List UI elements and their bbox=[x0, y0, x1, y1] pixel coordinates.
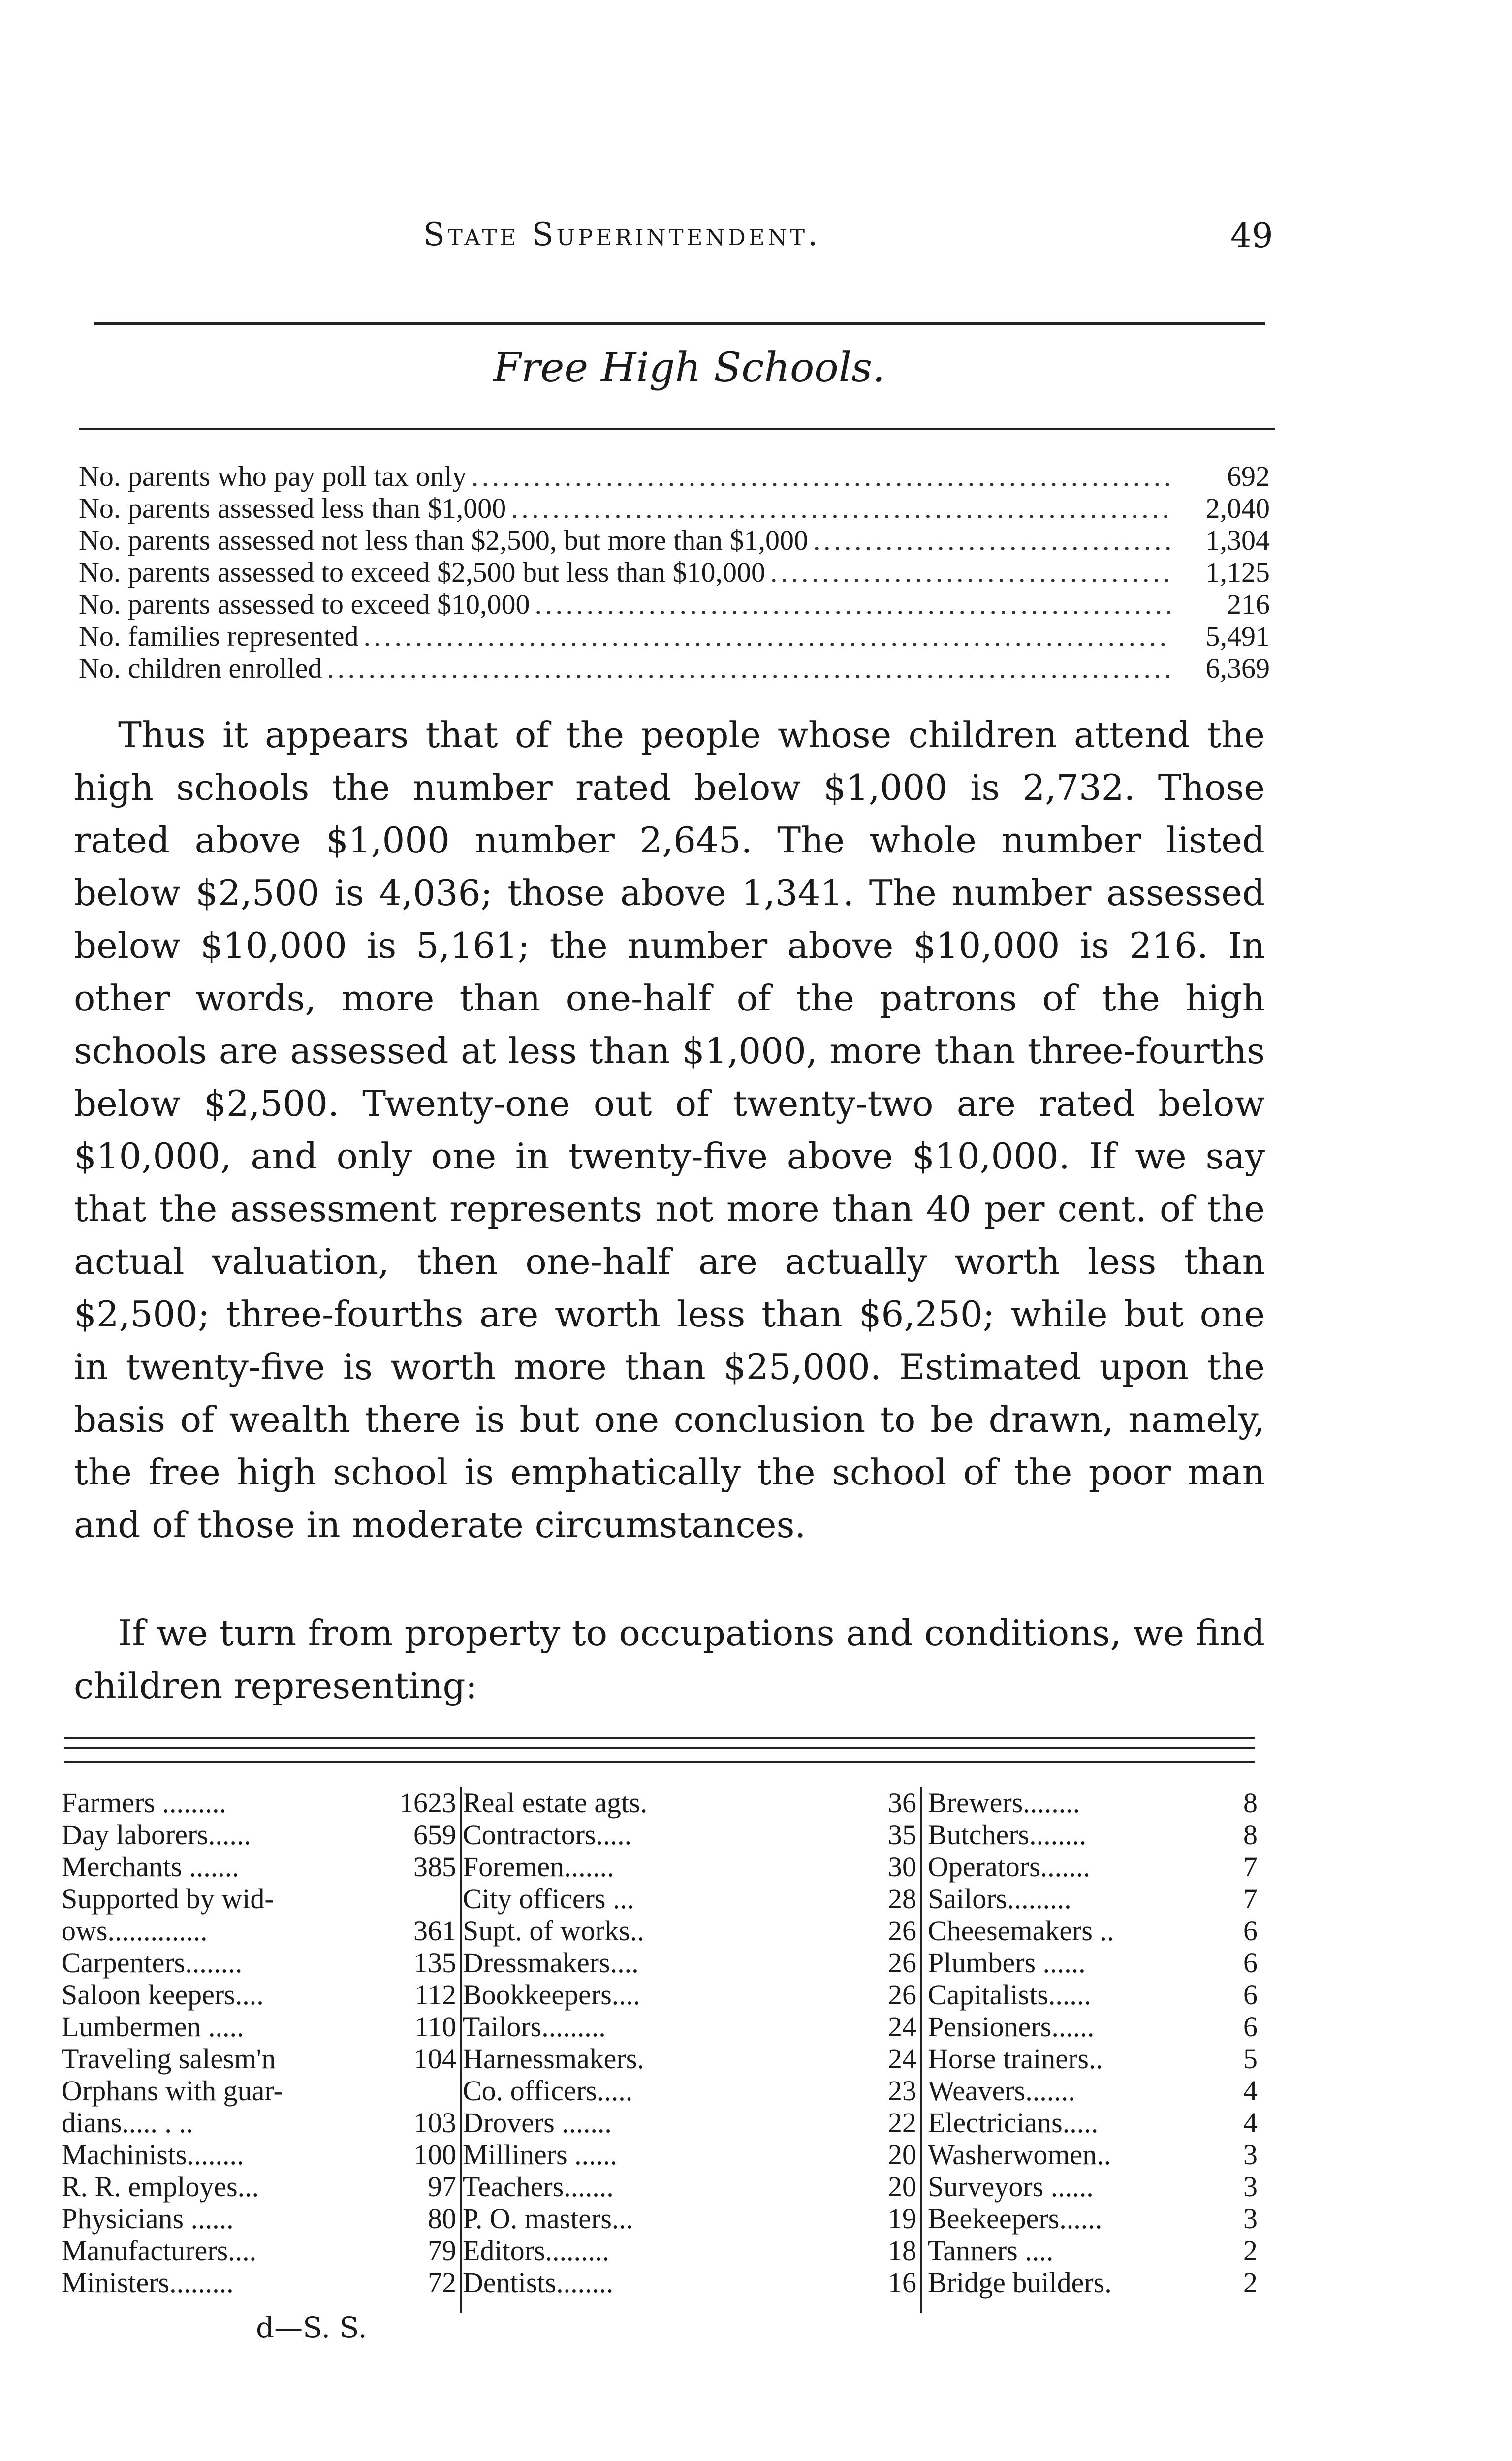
leader-dots bbox=[535, 588, 1171, 620]
table-row bbox=[62, 2267, 460, 2299]
occupation-count: 110 bbox=[414, 2011, 456, 2043]
occupation-name: Cheesemakers .. bbox=[928, 1915, 1114, 1947]
occupation-count: 26 bbox=[888, 1979, 916, 2011]
occupation-count: 4 bbox=[1243, 2075, 1258, 2107]
occupation-count: 36 bbox=[888, 1787, 916, 1819]
occupation-count: 8 bbox=[1243, 1787, 1258, 1819]
body-paragraph-occupations-intro bbox=[74, 1607, 1265, 1712]
occupation-name: Farmers ......... bbox=[62, 1787, 227, 1819]
occupation-name: Lumbermen ..... bbox=[62, 2011, 244, 2043]
table-row bbox=[62, 1851, 460, 1883]
occupation-count: 7 bbox=[1243, 1883, 1258, 1915]
occupation-name: Plumbers ...... bbox=[928, 1947, 1086, 1979]
occupation-count: 19 bbox=[888, 2203, 916, 2235]
stat-label: No. parents assessed to exceed $2,500 but less than $10,000 bbox=[79, 556, 765, 588]
stat-value: 6,369 bbox=[1205, 652, 1270, 684]
occupation-count: 2 bbox=[1243, 2267, 1258, 2299]
occupation-name: City officers ... bbox=[463, 1883, 634, 1915]
occupation-name: Machinists........ bbox=[62, 2139, 244, 2171]
occupation-name: Electricians..... bbox=[928, 2107, 1099, 2139]
occupation-name: Real estate agts. bbox=[463, 1787, 648, 1819]
stat-label: No. parents assessed less than $1,000 bbox=[79, 492, 506, 524]
table-row bbox=[928, 2235, 1258, 2267]
occupation-count: 7 bbox=[1243, 1851, 1258, 1883]
occupation-count: 72 bbox=[428, 2267, 456, 2299]
paragraph-text: Thus it appears that of the people whose children attend the high schools the number rated below $1,000 is 2,732. Those rated above $1,000 number 2,645. The whole number listed below $2,500 is 4,036; those above 1,341. The number assessed below $10,000 is 5,161; the number above $10,000 is 216. In other words, more than one-half of the patrons of the high schools are assessed at less than $1,000, more than three-fourths below $2,500. Twenty-one out of twenty-two are rated below $10,000, and only one in twenty-five above $10,000. If we say that the assessment represents not more than 40 per cent. of the actual valuation, then one-half are actually worth less than $2,500; three-fourths are worth less than $6,250; while but one in twenty-five is worth more than $25,000. Estimated upon the basis of wealth there is but one conclusion to be drawn, namely, the free high school is emphatically the school of the poor man and of those in moderate circumstances. bbox=[74, 714, 1265, 1546]
table-row bbox=[928, 1819, 1258, 1851]
paragraph-text: If we turn from property to occupations and conditions, we find children representing: bbox=[74, 1612, 1265, 1706]
stat-value: 1,125 bbox=[1205, 556, 1270, 588]
occupation-name: Physicians ...... bbox=[62, 2203, 234, 2235]
occupation-count: 3 bbox=[1243, 2203, 1258, 2235]
occupation-name: Carpenters........ bbox=[62, 1947, 243, 1979]
table-row bbox=[463, 1915, 920, 1947]
occupation-count: 6 bbox=[1243, 1979, 1258, 2011]
occupation-count: 1623 bbox=[399, 1787, 456, 1819]
running-head: State Superintendent. bbox=[423, 217, 821, 253]
stats-table bbox=[79, 460, 1270, 684]
table-row bbox=[62, 2171, 460, 2203]
occupation-name: Operators....... bbox=[928, 1851, 1091, 1883]
title-rule bbox=[79, 428, 1275, 430]
occupation-name: Editors......... bbox=[463, 2235, 610, 2267]
table-row bbox=[62, 2011, 460, 2043]
occupations-column-3 bbox=[928, 1787, 1258, 2313]
stat-row bbox=[79, 524, 1270, 556]
occupation-count: 23 bbox=[888, 2075, 916, 2107]
table-row bbox=[62, 1819, 460, 1851]
occupation-name: ows.............. bbox=[62, 1915, 208, 1947]
table-row bbox=[463, 2235, 920, 2267]
occupation-name: Washerwomen.. bbox=[928, 2139, 1111, 2171]
table-row bbox=[463, 1979, 920, 2011]
occupation-count: 135 bbox=[413, 1947, 456, 1979]
occupation-count: 26 bbox=[888, 1947, 916, 1979]
occupation-count: 24 bbox=[888, 2011, 916, 2043]
occupation-count: 3 bbox=[1243, 2171, 1258, 2203]
stat-value: 5,491 bbox=[1205, 620, 1270, 652]
stat-row bbox=[79, 588, 1270, 620]
stat-row bbox=[79, 460, 1270, 492]
table-row bbox=[928, 2171, 1258, 2203]
stat-row bbox=[79, 620, 1270, 652]
occupation-count: 3 bbox=[1243, 2139, 1258, 2171]
table-row bbox=[62, 1979, 460, 2011]
table-row bbox=[62, 2235, 460, 2267]
occupation-count: 22 bbox=[888, 2107, 916, 2139]
section-title: Free High Schools. bbox=[493, 345, 885, 391]
table-row bbox=[62, 1947, 460, 1979]
occupation-count: 6 bbox=[1243, 1915, 1258, 1947]
occupation-count: 659 bbox=[413, 1819, 456, 1851]
occupation-count: 18 bbox=[888, 2235, 916, 2267]
occupation-name: Brewers........ bbox=[928, 1787, 1080, 1819]
occupation-name: Saloon keepers.... bbox=[62, 1979, 264, 2011]
occupation-name: Bookkeepers.... bbox=[463, 1979, 640, 2011]
occupation-name: Day laborers...... bbox=[62, 1819, 251, 1851]
occupation-name: R. R. employes... bbox=[62, 2171, 259, 2203]
occupation-count: 8 bbox=[1243, 1819, 1258, 1851]
occupation-name: Dressmakers.... bbox=[463, 1947, 639, 1979]
occupation-count: 103 bbox=[413, 2107, 456, 2139]
table-row bbox=[62, 2107, 460, 2139]
table-row bbox=[463, 2075, 920, 2107]
table-row bbox=[928, 1787, 1258, 1819]
table-row bbox=[928, 1851, 1258, 1883]
occupation-count: 2 bbox=[1243, 2235, 1258, 2267]
occupation-name: Teachers....... bbox=[463, 2171, 614, 2203]
table-row bbox=[928, 1883, 1258, 1915]
occupation-count: 79 bbox=[428, 2235, 456, 2267]
occupation-name: Harnessmakers. bbox=[463, 2043, 644, 2075]
table-row bbox=[463, 2043, 920, 2075]
occupation-name: Traveling salesm'n bbox=[62, 2043, 276, 2075]
table-top-rule-3 bbox=[64, 1761, 1255, 1763]
stat-label: No. families represented bbox=[79, 620, 359, 652]
table-row bbox=[463, 2267, 920, 2299]
body-paragraph-analysis bbox=[74, 709, 1265, 1551]
table-top-rule bbox=[64, 1737, 1255, 1739]
leader-dots bbox=[364, 620, 1171, 652]
occupation-name: Co. officers..... bbox=[463, 2075, 633, 2107]
occupation-name: Dentists........ bbox=[463, 2267, 614, 2299]
signature-mark: d—S. S. bbox=[256, 2311, 367, 2344]
table-row bbox=[463, 2171, 920, 2203]
stat-row bbox=[79, 556, 1270, 588]
leader-dots bbox=[327, 652, 1171, 684]
occupation-name: Butchers........ bbox=[928, 1819, 1087, 1851]
stat-label: No. parents assessed not less than $2,500, but more than $1,000 bbox=[79, 524, 809, 556]
occupation-name: Pensioners...... bbox=[928, 2011, 1095, 2043]
occupation-name: Merchants ....... bbox=[62, 1851, 239, 1883]
occupation-name: Manufacturers.... bbox=[62, 2235, 257, 2267]
leader-dots bbox=[770, 556, 1171, 588]
occupation-count: 80 bbox=[428, 2203, 456, 2235]
table-row bbox=[62, 2139, 460, 2171]
stat-label: No. children enrolled bbox=[79, 652, 322, 684]
table-row bbox=[463, 1819, 920, 1851]
table-row bbox=[928, 2139, 1258, 2171]
stat-label: No. parents assessed to exceed $10,000 bbox=[79, 588, 530, 620]
occupation-count: 26 bbox=[888, 1915, 916, 1947]
table-row bbox=[463, 1947, 920, 1979]
occupation-count: 28 bbox=[888, 1883, 916, 1915]
header-rule bbox=[94, 322, 1265, 325]
table-row bbox=[62, 2203, 460, 2235]
occupations-table bbox=[62, 1787, 1258, 2313]
occupation-name: Contractors..... bbox=[463, 1819, 632, 1851]
occupation-count: 6 bbox=[1243, 1947, 1258, 1979]
table-row bbox=[928, 1947, 1258, 1979]
stat-value: 216 bbox=[1227, 588, 1270, 620]
occupation-count: 5 bbox=[1243, 2043, 1258, 2075]
occupation-count bbox=[392, 2075, 460, 2107]
leader-dots bbox=[511, 492, 1171, 524]
occupation-name: Sailors......... bbox=[928, 1883, 1071, 1915]
occupation-name: Horse trainers.. bbox=[928, 2043, 1103, 2075]
occupation-count: 385 bbox=[413, 1851, 456, 1883]
occupation-count: 4 bbox=[1243, 2107, 1258, 2139]
occupation-name: Supported by wid- bbox=[62, 1883, 274, 1915]
table-row bbox=[463, 1851, 920, 1883]
table-row bbox=[62, 2043, 460, 2075]
table-row bbox=[928, 2011, 1258, 2043]
page-number: 49 bbox=[1230, 217, 1273, 255]
occupation-name: Foremen....... bbox=[463, 1851, 614, 1883]
occupation-name: P. O. masters... bbox=[463, 2203, 633, 2235]
table-row bbox=[463, 2011, 920, 2043]
occupation-name: Orphans with guar- bbox=[62, 2075, 283, 2107]
table-row bbox=[928, 1979, 1258, 2011]
leader-dots bbox=[813, 524, 1171, 556]
occupation-count: 100 bbox=[413, 2139, 456, 2171]
occupation-count: 20 bbox=[888, 2171, 916, 2203]
occupation-count: 361 bbox=[413, 1915, 456, 1947]
occupation-name: Bridge builders. bbox=[928, 2267, 1112, 2299]
table-row bbox=[62, 1787, 460, 1819]
table-top-rule-2 bbox=[64, 1747, 1255, 1749]
occupation-count bbox=[392, 1883, 460, 1915]
table-row bbox=[463, 1787, 920, 1819]
table-row bbox=[928, 2075, 1258, 2107]
occupation-count: 104 bbox=[413, 2043, 456, 2075]
table-row bbox=[62, 1883, 460, 1915]
stat-value: 692 bbox=[1227, 460, 1270, 492]
occupation-name: Beekeepers...... bbox=[928, 2203, 1102, 2235]
table-row bbox=[463, 2203, 920, 2235]
stat-value: 2,040 bbox=[1205, 492, 1270, 524]
occupation-name: dians..... . .. bbox=[62, 2107, 193, 2139]
occupation-name: Supt. of works.. bbox=[463, 1915, 644, 1947]
stat-label: No. parents who pay poll tax only bbox=[79, 460, 467, 492]
occupation-count: 35 bbox=[888, 1819, 916, 1851]
stat-row bbox=[79, 492, 1270, 524]
occupation-name: Surveyors ...... bbox=[928, 2171, 1094, 2203]
occupation-name: Capitalists...... bbox=[928, 1979, 1091, 2011]
table-row bbox=[463, 2139, 920, 2171]
occupation-name: Ministers......... bbox=[62, 2267, 234, 2299]
occupation-count: 112 bbox=[414, 1979, 456, 2011]
occupation-count: 97 bbox=[428, 2171, 456, 2203]
occupation-name: Tailors......... bbox=[463, 2011, 606, 2043]
occupation-name: Drovers ....... bbox=[463, 2107, 612, 2139]
table-row bbox=[62, 2075, 460, 2107]
occupation-name: Weavers....... bbox=[928, 2075, 1075, 2107]
leader-dots bbox=[472, 460, 1171, 492]
occupation-count: 20 bbox=[888, 2139, 916, 2171]
occupation-count: 6 bbox=[1243, 2011, 1258, 2043]
occupations-column-2 bbox=[463, 1787, 922, 2313]
table-row bbox=[928, 2203, 1258, 2235]
occupation-count: 30 bbox=[888, 1851, 916, 1883]
table-row bbox=[62, 1915, 460, 1947]
occupation-name: Milliners ...... bbox=[463, 2139, 618, 2171]
occupation-count: 16 bbox=[888, 2267, 916, 2299]
occupations-column-1 bbox=[62, 1787, 462, 2313]
occupation-name: Tanners .... bbox=[928, 2235, 1054, 2267]
table-row bbox=[928, 2043, 1258, 2075]
table-row bbox=[463, 1883, 920, 1915]
table-row bbox=[928, 2267, 1258, 2299]
occupation-count: 24 bbox=[888, 2043, 916, 2075]
stat-value: 1,304 bbox=[1205, 524, 1270, 556]
table-row bbox=[928, 1915, 1258, 1947]
table-row bbox=[928, 2107, 1258, 2139]
stat-row bbox=[79, 652, 1270, 684]
table-row bbox=[463, 2107, 920, 2139]
